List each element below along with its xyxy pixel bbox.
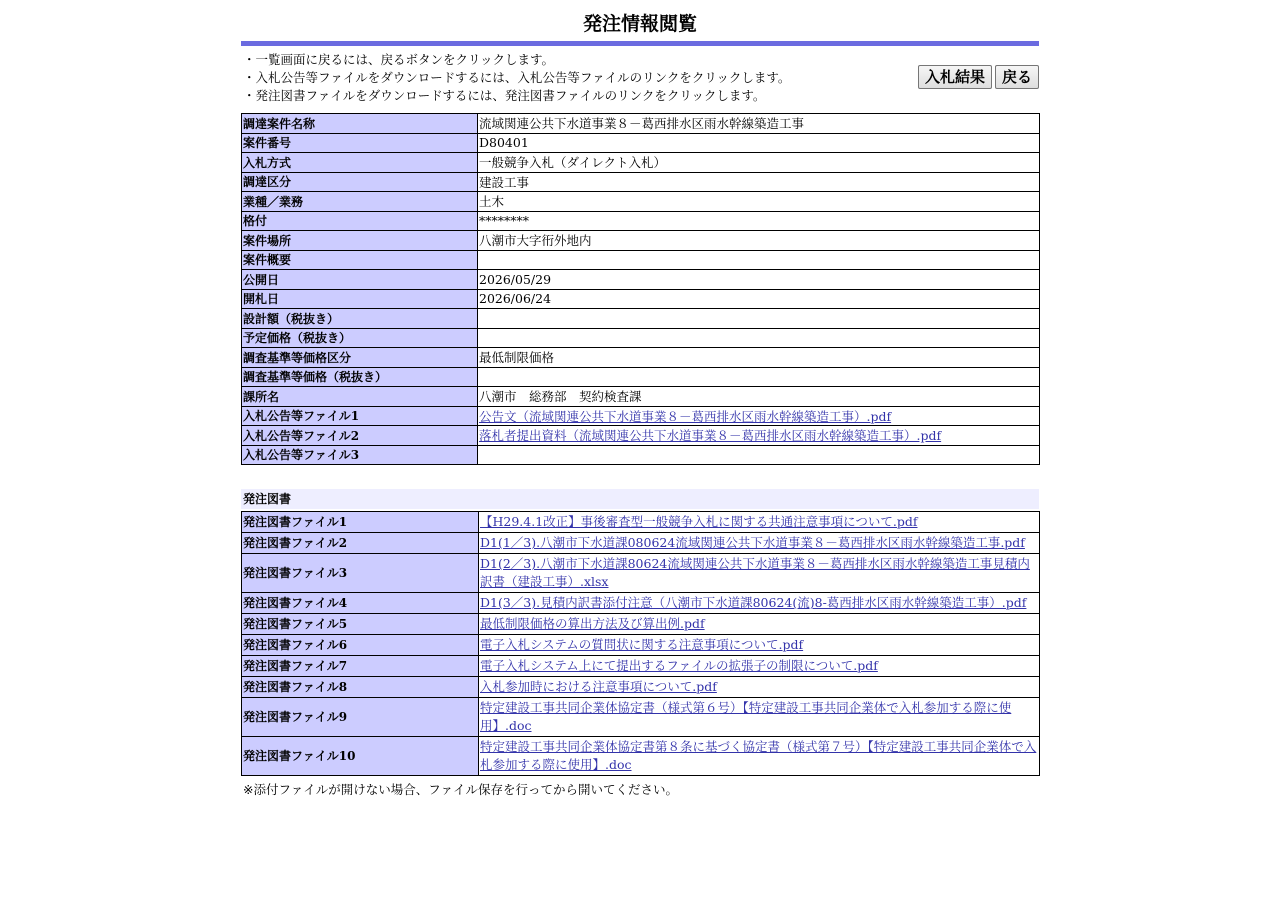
bid-results-button[interactable]: 入札結果 [918, 65, 992, 89]
info-row-value: 流域関連公共下水道事業８－葛西排水区雨水幹線築造工事 [478, 114, 1040, 134]
info-row [242, 231, 1040, 251]
order-file-link[interactable]: D1(2／3).八潮市下水道課80624流域関連公共下水道事業８－葛西排水区雨水幹線築造工事見積内訳書（建設工事）.xlsx [480, 556, 1030, 589]
action-buttons [915, 65, 1039, 89]
info-row [242, 426, 1040, 446]
info-row [242, 387, 1040, 407]
file-row [242, 593, 1040, 614]
file-row-label: 発注図書ファイル6 [242, 635, 479, 656]
info-row [242, 445, 1040, 465]
info-row [242, 114, 1040, 134]
info-row-label: 開札日 [242, 289, 478, 309]
file-row [242, 737, 1040, 776]
files-section-title: 発注図書 [241, 489, 1039, 509]
instruction-line: ・発注図書ファイルをダウンロードするには、発注図書ファイルのリンクをクリックします。 [243, 88, 766, 103]
info-row-label: 入札公告等ファイル1 [242, 406, 478, 426]
file-row-label: 発注図書ファイル4 [242, 593, 479, 614]
info-row [242, 172, 1040, 192]
file-row-value [479, 593, 1040, 614]
file-row-value [479, 698, 1040, 737]
info-row-label: 調査基準等価格区分 [242, 348, 478, 368]
order-file-link[interactable]: D1(3／3).見積内訳書添付注意（八潮市下水道課80624(流)8-葛西排水区雨水幹線築造工事）.pdf [480, 595, 1027, 610]
info-row [242, 289, 1040, 309]
info-row-value: 2026/06/24 [478, 289, 1040, 309]
order-file-link[interactable]: 最低制限価格の算出方法及び算出例.pdf [480, 616, 705, 631]
file-row-label: 発注図書ファイル3 [242, 554, 479, 593]
instruction-line: ・一覧画面に戻るには、戻るボタンをクリックします。 [243, 52, 555, 67]
bid-notice-file-link[interactable]: 落札者提出資料（流域関連公共下水道事業８－葛西排水区雨水幹線築造工事）.pdf [479, 428, 942, 444]
info-row-label: 入札方式 [242, 153, 478, 173]
back-button[interactable]: 戻る [995, 65, 1039, 89]
info-row [242, 348, 1040, 368]
info-row-label: 調達区分 [242, 172, 478, 192]
info-row-value [478, 309, 1040, 329]
info-row [242, 367, 1040, 387]
info-row-label: 設計額（税抜き） [242, 309, 478, 329]
bid-notice-file-link[interactable]: 公告文（流域関連公共下水道事業８－葛西排水区雨水幹線築造工事）.pdf [479, 408, 892, 424]
info-row-label: 入札公告等ファイル3 [242, 445, 478, 465]
info-row-value [478, 445, 1040, 465]
order-file-link[interactable]: 入札参加時における注意事項について.pdf [480, 679, 717, 694]
file-row-value [479, 533, 1040, 554]
info-row-label: 案件場所 [242, 231, 478, 251]
info-row-label: 予定価格（税抜き） [242, 328, 478, 348]
info-row-label: 課所名 [242, 387, 478, 407]
order-file-link[interactable]: 【H29.4.1改正】事後審査型一般競争入札に関する共通注意事項について.pdf [480, 514, 918, 529]
footer-note: ※添付ファイルが開けない場合、ファイル保存を行ってから開いてください。 [243, 782, 678, 797]
file-row [242, 635, 1040, 656]
info-row-label: 格付 [242, 211, 478, 231]
file-row [242, 698, 1040, 737]
file-row-value [479, 737, 1040, 776]
file-row-label: 発注図書ファイル9 [242, 698, 479, 737]
info-row-value [478, 250, 1040, 270]
order-files-table [241, 511, 1040, 776]
info-row [242, 270, 1040, 290]
info-row-value: 一般競争入札（ダイレクト入札） [478, 153, 1040, 173]
info-row-value: 建設工事 [478, 172, 1040, 192]
instruction-area [241, 46, 1039, 104]
file-row-value [479, 677, 1040, 698]
file-row [242, 554, 1040, 593]
file-row-label: 発注図書ファイル10 [242, 737, 479, 776]
file-row [242, 677, 1040, 698]
info-row [242, 192, 1040, 212]
info-row [242, 153, 1040, 173]
instruction-line: ・入札公告等ファイルをダウンロードするには、入札公告等ファイルのリンクをクリックします。 [243, 70, 791, 85]
order-file-link[interactable]: D1(1／3).八潮市下水道課080624流域関連公共下水道事業８－葛西排水区雨水幹線築造工事.pdf [480, 535, 1025, 550]
info-row-value: D80401 [478, 133, 1040, 153]
info-row [242, 406, 1040, 426]
info-row-value: 土木 [478, 192, 1040, 212]
info-row-value [478, 406, 1040, 426]
info-row [242, 250, 1040, 270]
info-row-label: 業種／業務 [242, 192, 478, 212]
info-row-value [478, 328, 1040, 348]
file-row-label: 発注図書ファイル2 [242, 533, 479, 554]
file-row-label: 発注図書ファイル1 [242, 512, 479, 533]
info-row-label: 調達案件名称 [242, 114, 478, 134]
info-row-value: 2026/05/29 [478, 270, 1040, 290]
file-row-value [479, 554, 1040, 593]
page-container [241, 0, 1039, 798]
file-row-value [479, 635, 1040, 656]
file-row-value [479, 512, 1040, 533]
order-file-link[interactable]: 特定建設工事共同企業体協定書第８条に基づく協定書（様式第７号）【特定建設工事共同企業体で入札参加する際に使用】.doc [480, 739, 1037, 772]
info-row-value [478, 367, 1040, 387]
info-row-label: 調査基準等価格（税抜き） [242, 367, 478, 387]
order-file-link[interactable]: 電子入札システム上にて提出するファイルの拡張子の制限について.pdf [480, 658, 878, 673]
file-row [242, 533, 1040, 554]
file-row-label: 発注図書ファイル7 [242, 656, 479, 677]
file-row-label: 発注図書ファイル8 [242, 677, 479, 698]
info-row-value [478, 426, 1040, 446]
file-row-label: 発注図書ファイル5 [242, 614, 479, 635]
order-file-link[interactable]: 電子入札システムの質問状に関する注意事項について.pdf [480, 637, 804, 652]
info-row [242, 133, 1040, 153]
info-row-label: 案件概要 [242, 250, 478, 270]
info-row [242, 309, 1040, 329]
info-row-value: 八潮市 総務部 契約検査課 [478, 387, 1040, 407]
file-row [242, 656, 1040, 677]
file-row-value [479, 614, 1040, 635]
info-row [242, 211, 1040, 231]
file-row [242, 512, 1040, 533]
instruction-list [243, 51, 790, 105]
info-row-label: 案件番号 [242, 133, 478, 153]
info-row-label: 公開日 [242, 270, 478, 290]
info-row-label: 入札公告等ファイル2 [242, 426, 478, 446]
info-row-value: 八潮市大字衎外地内 [478, 231, 1040, 251]
info-row-value: ******** [478, 211, 1040, 231]
order-file-link[interactable]: 特定建設工事共同企業体協定書（様式第６号）【特定建設工事共同企業体で入札参加する際に使用】.doc [480, 700, 1012, 733]
project-info-table [241, 113, 1040, 465]
file-row [242, 614, 1040, 635]
page-title: 発注情報閲覧 [582, 13, 697, 35]
info-row-value: 最低制限価格 [478, 348, 1040, 368]
file-row-value [479, 656, 1040, 677]
info-row [242, 328, 1040, 348]
